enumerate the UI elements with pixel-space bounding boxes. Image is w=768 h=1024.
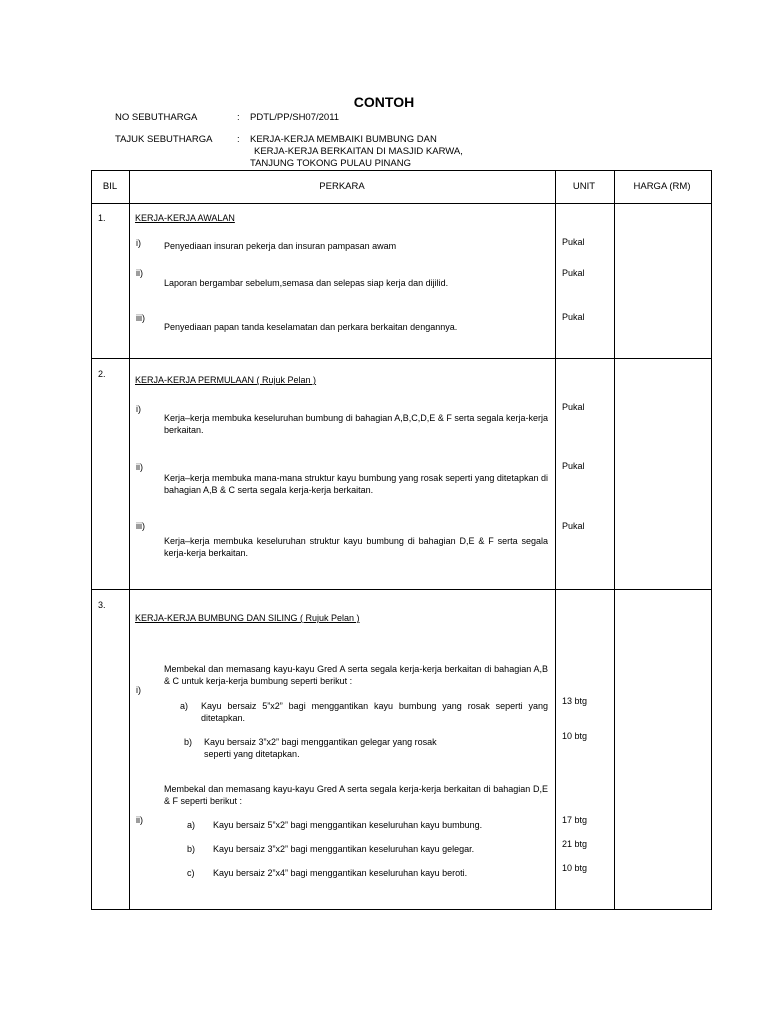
tajuk-line-1: KERJA-KERJA MEMBAIKI BUMBUNG DAN <box>250 134 437 145</box>
s1-item-iii-unit: Pukal <box>562 312 585 322</box>
no-sebutharga-value: PDTL/PP/SH07/2011 <box>250 112 340 123</box>
s3-item-i-b-text-line2: seperti yang ditetapkan. <box>204 749 300 759</box>
no-sebutharga-colon: : <box>237 112 240 123</box>
unit-column-divider <box>614 170 615 910</box>
table-bottom-border <box>91 909 712 910</box>
table-top-border <box>91 170 712 171</box>
s1-item-i-label: i) <box>136 238 141 248</box>
s1-item-ii-text: Laporan bergambar sebelum,semasa dan selepas siap kerja dan dijilid. <box>164 278 449 288</box>
s2-item-ii-label: ii) <box>136 462 143 472</box>
s3-item-ii-b-unit: 21 btg <box>562 839 588 849</box>
s3-item-i-a-label: a) <box>180 701 189 711</box>
s3-item-ii-b-label: b) <box>187 844 196 854</box>
table-left-border <box>91 170 92 910</box>
s3-item-ii-b-text: Kayu bersaiz 3”x2” bagi menggantikan keseluruhan kayu gelegar. <box>213 844 475 854</box>
section-3-number: 3. <box>98 600 106 610</box>
s3-item-ii-text: Membekal dan memasang kayu-kayu Gred A serta segala kerja-kerja berkaitan di bahagian D,E & F seperti berikut : <box>164 784 548 806</box>
s3-item-ii-a-text: Kayu bersaiz 5”x2” bagi menggantikan keseluruhan kayu bumbung. <box>213 820 483 830</box>
no-sebutharga-label: NO SEBUTHARGA <box>115 112 198 123</box>
section-1-heading: KERJA-KERJA AWALAN <box>135 213 235 223</box>
s2-item-i-unit: Pukal <box>562 402 585 412</box>
section-3-heading: KERJA-KERJA BUMBUNG DAN SILING ( Rujuk Pelan ) <box>135 613 360 623</box>
s2-item-ii-text: Kerja–kerja membuka mana-mana struktur kayu bumbung yang rosak seperti yang ditetapkan di bahagian A,B & C serta segala kerja-kerja berkaitan. <box>164 473 548 495</box>
s3-item-i-b-label: b) <box>184 737 193 747</box>
s3-item-ii-c-unit: 10 btg <box>562 863 588 873</box>
table-right-border <box>711 170 712 910</box>
s3-item-i-a-unit: 13 btg <box>562 696 588 706</box>
document-title: CONTOH <box>353 94 415 110</box>
s3-item-ii-label: ii) <box>136 815 143 825</box>
row-1-bottom-border <box>91 358 712 359</box>
s2-item-iii-unit: Pukal <box>562 521 585 531</box>
s1-item-iii-text: Penyediaan papan tanda keselamatan dan perkara berkaitan dengannya. <box>164 322 458 332</box>
s1-item-ii-unit: Pukal <box>562 268 585 278</box>
s2-item-iii-text: Kerja–kerja membuka keseluruhan struktur kayu bumbung di bahagian D,E & F serta segala kerja-kerja berkaitan. <box>164 536 548 558</box>
section-1-number: 1. <box>98 213 106 223</box>
s1-item-i-unit: Pukal <box>562 237 585 247</box>
s3-item-i-b-text-line1: Kayu bersaiz 3”x2” bagi menggantikan gelegar yang rosak <box>204 737 437 747</box>
s3-item-ii-a-unit: 17 btg <box>562 815 588 825</box>
section-2-number: 2. <box>98 369 106 379</box>
s3-item-i-label: i) <box>136 685 141 695</box>
s3-item-i-text: Membekal dan memasang kayu-kayu Gred A serta segala kerja-kerja berkaitan di bahagian A,B & C untuk kerja-kerja bumbung seperti berikut : <box>164 664 548 686</box>
tajuk-sebutharga-colon: : <box>237 134 240 145</box>
s2-item-iii-label: iii) <box>136 521 145 531</box>
bil-column-divider <box>129 170 130 910</box>
s3-item-ii-c-label: c) <box>187 868 195 878</box>
s1-item-ii-label: ii) <box>136 268 143 278</box>
s3-item-i-b-unit: 10 btg <box>562 731 588 741</box>
tajuk-line-2: KERJA-KERJA BERKAITAN DI MASJID KARWA, <box>254 146 463 157</box>
s1-item-iii-label: iii) <box>136 313 145 323</box>
s3-item-ii-a-label: a) <box>187 820 196 830</box>
s3-item-ii-c-text: Kayu bersaiz 2”x4” bagi menggantikan keseluruhan kayu beroti. <box>213 868 468 878</box>
s2-item-ii-unit: Pukal <box>562 461 585 471</box>
tajuk-line-3: TANJUNG TOKONG PULAU PINANG <box>250 158 411 169</box>
s2-item-i-label: i) <box>136 404 141 414</box>
s3-item-i-a-text: Kayu bersaiz 5”x2” bagi menggantikan kayu bumbung yang rosak seperti yang ditetapkan. <box>201 701 548 723</box>
header-bottom-border <box>91 203 712 204</box>
tajuk-sebutharga-label: TAJUK SEBUTHARGA <box>115 134 213 145</box>
perkara-column-divider <box>555 170 556 910</box>
s2-item-i-text: Kerja–kerja membuka keseluruhan bumbung di bahagian A,B,C,D,E & F serta segala kerja-kerja berkaitan. <box>164 413 548 435</box>
section-2-heading: KERJA-KERJA PERMULAAN ( Rujuk Pelan ) <box>135 375 317 385</box>
row-2-bottom-border <box>91 589 712 590</box>
s1-item-i-text: Penyediaan insuran pekerja dan insuran pampasan awam <box>164 241 397 251</box>
